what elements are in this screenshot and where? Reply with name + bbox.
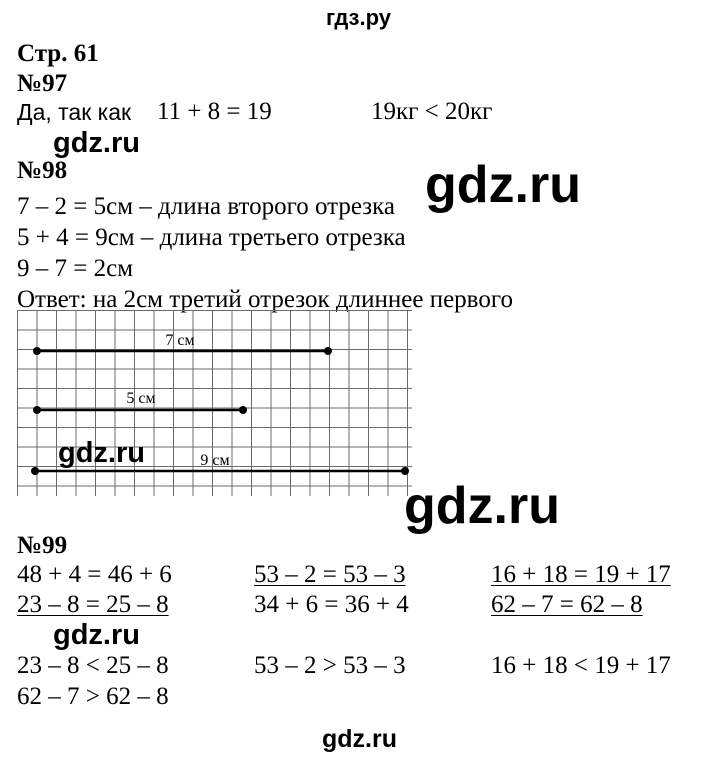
task-97-equation: 11 + 8 = 19 — [157, 98, 272, 125]
site-title: гдз.ру — [326, 5, 391, 30]
task-99-ineq-2: 53 – 2 > 53 – 3 — [254, 652, 406, 679]
task-97-comparison: 19кг < 20кг — [371, 98, 493, 125]
segment-endpoint — [33, 347, 41, 355]
task-98-line-2: 5 + 4 = 9см – длина третьего отрезка — [17, 224, 406, 251]
task-99-eq-r1c3: 16 + 18 = 19 + 17 — [491, 561, 671, 588]
task-98-line-3: 9 – 7 = 2см — [17, 255, 134, 282]
task-99-eq-r1c2: 53 – 2 = 53 – 3 — [254, 561, 406, 588]
watermark-text: gdz.ru — [53, 127, 140, 159]
segment-endpoint — [401, 467, 409, 475]
task-99-ineq-3: 16 + 18 < 19 + 17 — [491, 652, 671, 679]
segment-endpoint — [33, 406, 41, 414]
watermark-text: gdz.ru — [425, 156, 581, 214]
segment-endpoint — [324, 347, 332, 355]
segment-label-second: 5 см — [126, 390, 156, 407]
task-99-eq-r1c1: 48 + 4 = 46 + 6 — [17, 561, 172, 588]
page-label: Стр. 61 — [17, 40, 99, 67]
task-97-prefix: Да, так как — [17, 99, 132, 125]
task-99-ineq-4: 62 – 7 > 62 – 8 — [17, 683, 169, 710]
task-99-eq-r2c2: 34 + 6 = 36 + 4 — [254, 591, 409, 618]
task-99-eq-r2c3: 62 – 7 = 62 – 8 — [491, 591, 643, 618]
segment-endpoint — [239, 406, 247, 414]
task-99-number: №99 — [17, 532, 68, 559]
segment-label-third: 9 см — [200, 452, 230, 469]
task-97-number: №97 — [17, 70, 68, 97]
task-98-line-1: 7 – 2 = 5см – длина второго отрезка — [17, 193, 396, 220]
task-99-ineq-1: 23 – 8 < 25 – 8 — [17, 652, 169, 679]
task-98-answer: Ответ: на 2см третий отрезок длиннее первого — [17, 286, 513, 313]
watermark-text: gdz.ru — [53, 619, 140, 651]
watermark-text: gdz.ru — [404, 477, 560, 535]
watermark-text: gdz.ru — [322, 725, 397, 753]
segment-endpoint — [31, 467, 39, 475]
segment-label-first: 7 см — [165, 332, 195, 349]
task-99-eq-r2c1: 23 – 8 = 25 – 8 — [17, 591, 169, 618]
task-98-number: №98 — [17, 157, 68, 184]
watermark-text: gdz.ru — [58, 437, 145, 469]
